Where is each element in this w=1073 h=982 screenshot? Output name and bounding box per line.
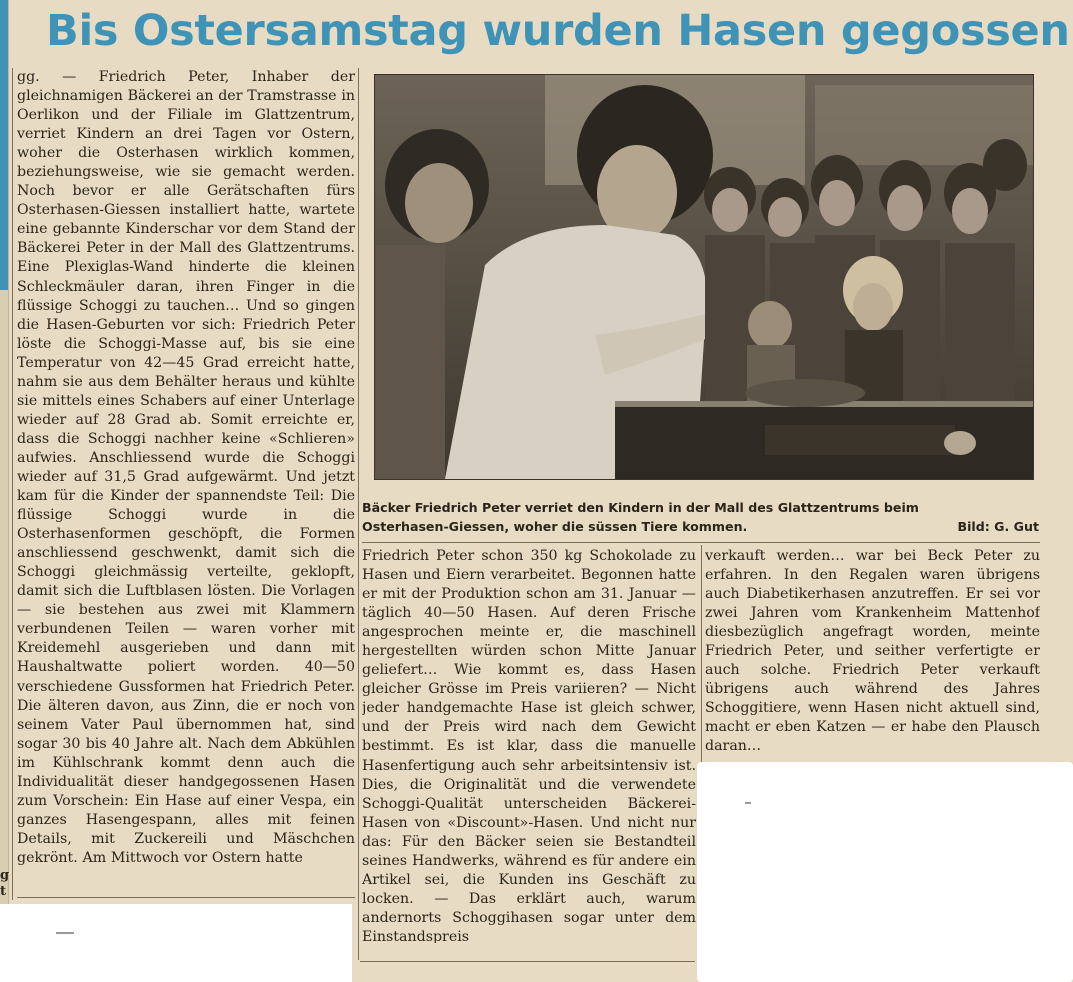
caption-rule	[362, 542, 1040, 543]
article-column-1	[17, 68, 355, 892]
redaction-patch-bottom-left	[0, 904, 352, 982]
redaction-patch-bottom-right	[697, 762, 1073, 982]
column-rule-left	[12, 68, 13, 900]
article-photo	[374, 74, 1034, 480]
article-column-3	[705, 547, 1040, 759]
photo-caption	[362, 498, 1039, 536]
article-column-2	[362, 547, 696, 943]
column-rule-1	[358, 68, 359, 960]
caption-line-2-row	[362, 517, 1039, 536]
photo-baker-and-children	[375, 75, 1033, 479]
column-end-rule-1	[17, 897, 355, 898]
column-end-rule-2	[360, 961, 695, 962]
redaction-speck	[745, 802, 751, 804]
adjacent-column-fragment: g t	[0, 868, 10, 899]
article-column-3-text: verkauft werden… war bei Beck Peter zu erfahren. In den Regalen waren übrigens auch Diabetikerhasen anzutreffen. Er sei vor zwei Jahren vom Krankenheim Mattenhof diesbezüglich angefragt worden, meinte Friedrich Peter, und seither verfertigte er auch solche. Friedrich Peter verkauft übrigens auch während des Jahres Schoggitiere, wenn Hasen nicht aktuell sind, macht er eben Katzen — er habe den Plausch daran…	[705, 548, 1040, 755]
article-column-1-text: gg. — Friedrich Peter, Inhaber der gleichnamigen Bäckerei an der Tramstrasse in Oerlikon und der Filiale im Glattzentrum, verriet Kindern an drei Tagen vor Ostern, woher die Osterhasen wirklich kommen, beziehungsweise, wie sie gemacht werden. Noch bevor er alle Gerätschaften fürs Osterhasen-Giessen installiert hatte, wartete eine gebannte Kinderschar vor dem Stand der Bäckerei Peter in der Mall des Glattzentrums. Eine Plexiglas-Wand hinderte die kleinen Schleckmäuler daran, ihren Finger in die flüssige Schoggi zu tauchen… Und so gingen die Hasen-Geburten vor sich: Friedrich Peter löste die Schoggi-Masse auf, bis sie eine Temperatur von 42—45 Grad erreicht hatte, nahm sie aus dem Behälter heraus und kühlte sie mittels eines Schabers auf einer Unterlage wieder auf 28 Grad ab. Somit erreichte er, dass die Schoggi nachher keine «Schlieren» aufwies. Anschliessend wurde die Schoggi wieder auf 31,5 Grad aufgewärmt. Und jetzt kam für die Kinder der spannendste Teil: Die flüssige Schoggi wurde in die Osterhasenformen geschöpft, die Formen anschliessend geschwenkt, damit sich die Schoggi gleichmässig verteilte, geklopft, damit sich die Luftblasen lösten. Die Vorlagen — sie bestehen aus zwei mit Klammern verbundenen Teilen — waren vorher mit Kreidemehl ausgerieben und dann mit Haushaltwatte poliert worden. 40—50 verschiedene Gussformen hat Friedrich Peter. Die älteren davon, aus Zinn, die er noch von seinem Vater Paul übernommen hat, sind sogar 30 bis 40 Jahre alt. Nach dem Abkühlen im Kühlschrank kommt denn auch die Individualität dieser handgegossenen Hasen zum Vorschein: Ein Hase auf einer Vespa, ein ganzes Hasengespann, alles mit feinen Details, mit Zuckereili und Mäschchen gekrönt. Am Mittwoch vor Ostern hatte	[17, 69, 355, 866]
photo-credit: Bild: G. Gut	[957, 519, 1039, 534]
article-headline: Bis Ostersamstag wurden Hasen gegossen	[46, 6, 1070, 56]
section-color-marker	[0, 0, 8, 290]
caption-line-2: Osterhasen-Giessen, woher die süssen Tiere kommen.	[362, 519, 748, 534]
redaction-speck	[56, 932, 74, 934]
article-column-2-text: Friedrich Peter schon 350 kg Schokolade zu Hasen und Eiern verarbeitet. Begonnen hatte er mit der Produktion schon am 31. Januar — täglich 40—50 Hasen. Auf deren Frische angesprochen meinte er, die maschinell hergestellten würden schon Mitte Januar geliefert… Wie kommt es, dass Hasen gleicher Grösse im Preis variieren? — Nicht jeder handgemachte Hase ist gleich schwer, und der Preis wird nach dem Gewicht bestimmt. Es ist klar, dass die manuelle Hasenfertigung auch sehr arbeitsintensiv ist. Dies, die Originalität und die verwendete Schoggi-Qualität unterscheiden Bäckerei-Hasen von «Discount»-Hasen. Und nicht nur das: Für den Bäcker seien sie Bestandteil seines Handwerks, während es für andere ein Artikel sei, die Kunden ins Geschäft zu locken. — Das erklärt auch, warum andernorts Schoggihasen sogar unter dem Einstandspreis	[362, 548, 696, 943]
caption-line-1: Bäcker Friedrich Peter verriet den Kindern in der Mall des Glattzentrums beim	[362, 500, 919, 515]
